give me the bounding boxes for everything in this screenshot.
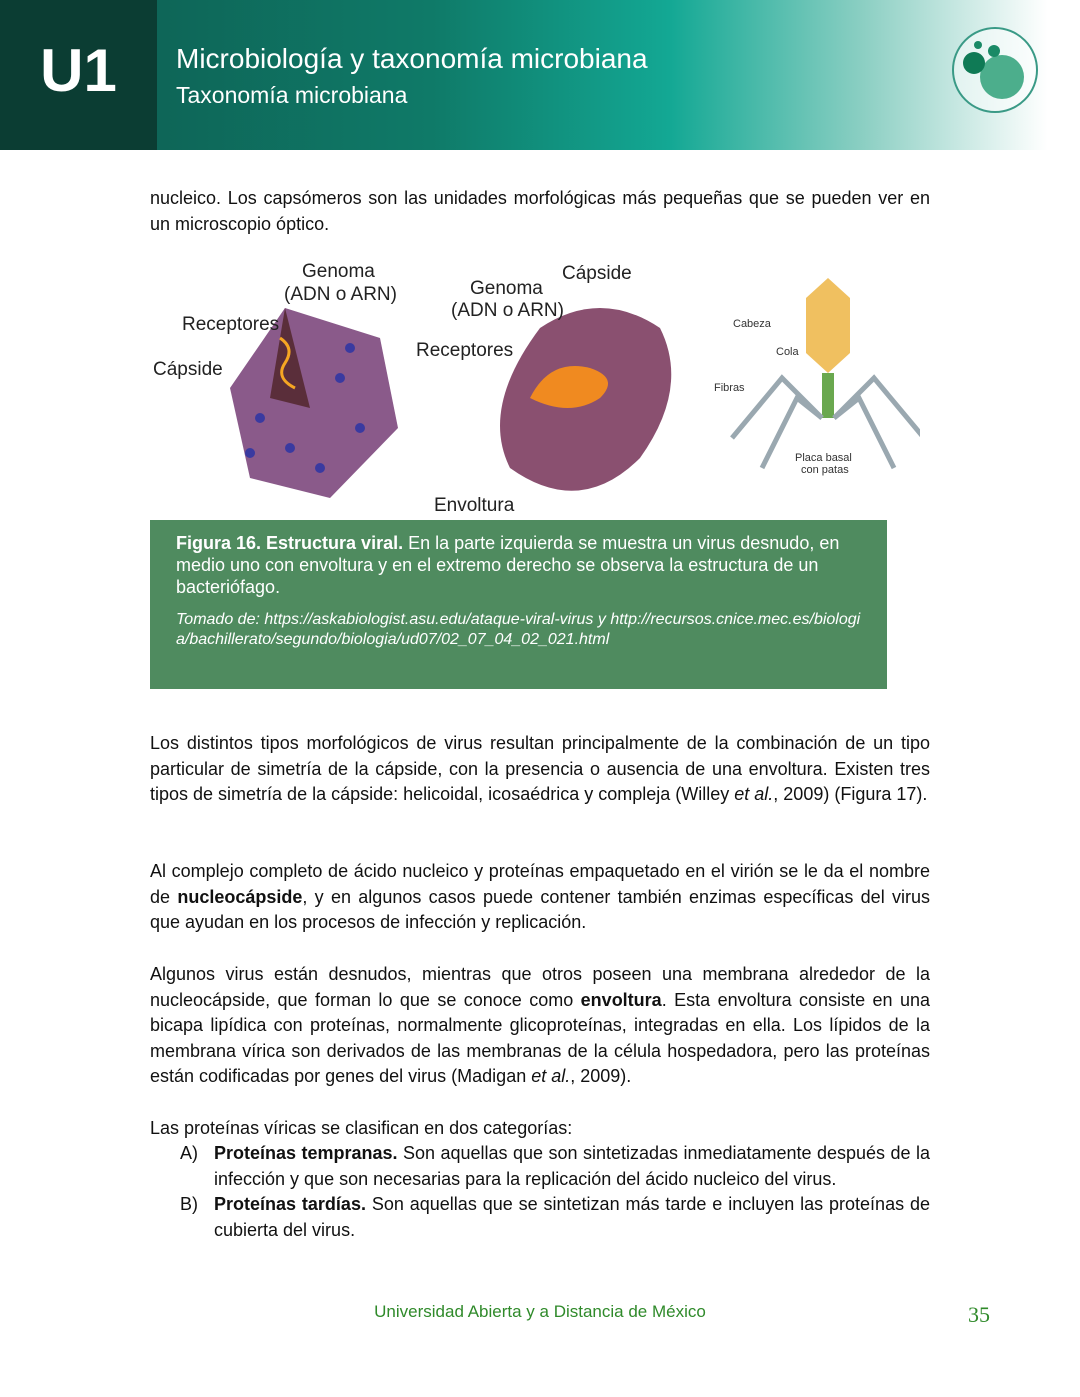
caption-title: Figura 16. Estructura viral. (176, 533, 404, 553)
label-cola: Cola (776, 346, 799, 358)
page-header (0, 0, 1080, 150)
paragraph-proteins: Las proteínas víricas se clasifican en dos categorías: (150, 1118, 573, 1138)
figure-virus-structure (150, 258, 920, 520)
label-envoltura: Envoltura (434, 495, 515, 516)
label-adn-mid: (ADN o ARN) (451, 300, 564, 321)
caption-text: En la parte izquierda se muestra un virus desnudo, en medio uno con envoltura y en el extremo derecho se observa la estructura de un bacteriófago. (176, 533, 840, 597)
figure-caption (150, 520, 887, 689)
list-item: B) Proteínas tardías. Son aquellas que se sintetizan más tarde e incluyen las proteínas de cubierta del virus. (180, 1194, 930, 1240)
page-number: 35 (968, 1302, 990, 1327)
label-cabeza: Cabeza (733, 318, 771, 330)
label-placa: Placa basal (795, 452, 852, 464)
list-item: A) Proteínas tempranas. Son aquellas que son sintetizadas inmediatamente después de la infección y que son necesarias para la replicación del ácido nucleico del virus. (180, 1143, 930, 1189)
label-receptores: Receptores (182, 314, 280, 335)
label-capside: Cápside (153, 359, 223, 380)
label-fibras: Fibras (714, 382, 745, 394)
header-title: Microbiología y taxonomía microbiana (176, 43, 648, 74)
label-capside-mid: Cápside (562, 263, 632, 284)
logo-icon (950, 25, 1040, 115)
label-adn: (ADN o ARN) (284, 284, 397, 305)
header-subtitle: Taxonomía microbiana (176, 82, 408, 108)
label-genoma: Genoma (302, 261, 375, 282)
unit-badge: U1 (0, 0, 157, 150)
paragraph-nucleocapside: Al complejo completo de ácido nucleico y proteínas empaquetado en el virión se le da el nombre de nucleocápside, y en algunos casos puede contener también enzimas específicas del virus que ayudan en los procesos de infección y replicación. (150, 861, 930, 933)
footer-institution: Universidad Abierta y a Distancia de México (374, 1302, 706, 1321)
label-genoma-mid: Genoma (470, 278, 543, 299)
intro-paragraph: nucleico. Los capsómeros son las unidades morfológicas más pequeñas que se pueden ver en un microscopio óptico. (150, 188, 930, 234)
paragraph-morphology: Los distintos tipos morfológicos de virus resultan principalmente de la combinación de un tipo particular de simetría de la cápside, con la presencia o ausencia de una envoltura. Existen tres tipos de simetría de la cápside: helicoidal, icosaédrica y compleja (Willey et al., 2009) (Figura 17). (150, 733, 930, 805)
label-receptores-mid: Receptores (416, 340, 514, 361)
paragraph-envoltura: Algunos virus están desnudos, mientras que otros poseen una membrana alrededor de la nucleocápside, que forman lo que se conoce como envoltura. Esta envoltura consiste en una bicapa lipídica con proteínas, normalmente glicoproteínas, integradas en ella. Los lípidos de la membrana vírica son derivados de las membranas de la célula hospedadora, pero las proteínas están codificadas por genes del virus (Madigan et al., 2009). (150, 964, 930, 1087)
protein-list (180, 1141, 930, 1243)
label-patas: con patas (801, 464, 849, 476)
caption-source: Tomado de: https://askabiologist.asu.edu/ataque-viral-virus y http://recursos.cnice.mec.es/biologia/bachillerato/segundo/biologia/ud07/02_07_04_02_021.html (176, 611, 861, 648)
